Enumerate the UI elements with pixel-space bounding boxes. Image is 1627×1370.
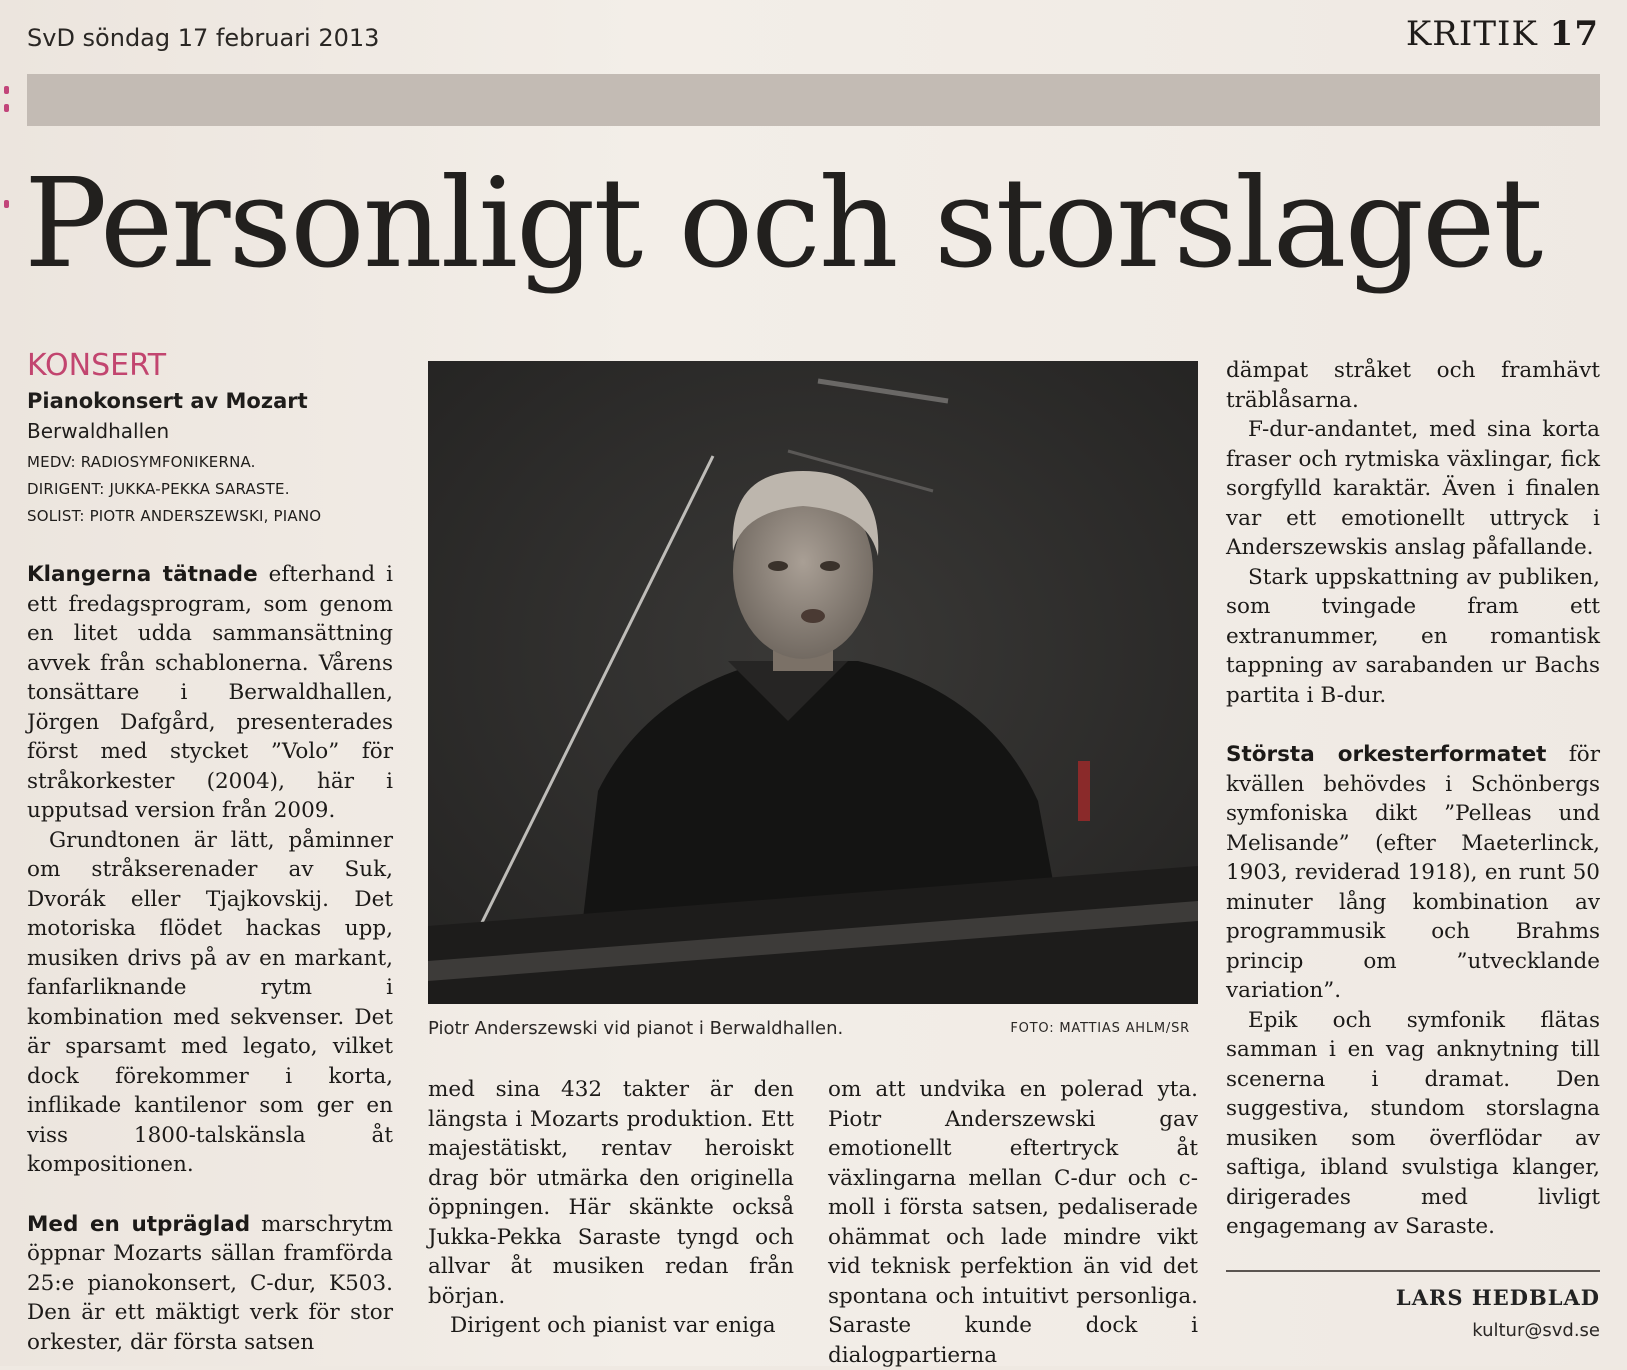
article-column-2 [428,1075,794,1341]
article-column-1 [27,560,393,1357]
paragraph-text: efterhand i ett fredagsprogram, som genom en litet udda sammansättning avvek från schablonerna. Vårens tonsättare i Berwaldhallen, Jörgen Dafgård, presenterades först med stycket ”Volo” för stråkorkester (2004), här i upputsad version från 2009. [27,562,393,823]
paragraph: Epik och symfonik flätas samman i en vag anknytning till scenerna i dramat. Den suggestiva, stundom storslagna musiken som överflödar av saftiga, ibland svulstiga klanger, dirigerades med livligt engagemang av Saraste. [1226,1007,1600,1239]
section-name: KRITIK [1405,14,1538,54]
paragraph: F-dur-andantet, med sina korta fraser och rytmiska växlingar, fick sorgfylld karaktär. Även i finalen var ett emotionellt uttryck i Anderszewskis anslag påfallande. [1226,417,1600,560]
pianist-photo [428,361,1198,1004]
byline-email[interactable]: kultur@svd.se [1472,1320,1600,1341]
edge-mark [4,86,9,94]
page-number: 17 [1549,14,1599,54]
paragraph: med sina 432 takter är den längsta i Mozarts produktion. Ett majestätiskt, rentav heroiskt drag bör utmärka den originella öppningen. Här skänkte också Jukka-Pekka Saraste tyngd och allvar åt musiken redan från början. [428,1077,794,1309]
photo [428,361,1198,1004]
headline: Personligt och storslaget [24,152,1542,296]
paragraph [27,1210,393,1358]
paragraph-text: marschrytm öppnar Mozarts sällan framförda 25:e pianokonsert, C-dur, K503. Den är ett mäktigt verk för stor orkester, där första satsen [27,1211,393,1355]
paragraph: dämpat stråket och framhävt träblåsarna. [1226,358,1600,413]
header-bar [27,74,1600,126]
paragraph-lead: Med en utpräglad [27,1211,251,1237]
dateline: SvD söndag 17 februari 2013 [27,24,380,52]
edge-mark [4,104,9,112]
paragraph-lead: Klangerna tätnade [27,562,258,587]
factbox [27,389,407,534]
paragraph [27,560,393,826]
kicker: KONSERT [27,348,167,383]
photo-credit: FOTO: MATTIAS AHLM/SR [1010,1021,1190,1036]
paragraph: Grundtonen är lätt, påminner om stråkserenader av Suk, Dvorák eller Tjajkovskij. Det motoriska flödet hackas upp, musiken drivs på av en markant, fanfarliknande rytm i kombination med sekvenser. Det är sparsamt med legato, vilket dock förekommer i korta, inflikade kantilenor som ger en viss 1800-talskänsla åt kompositionen. [27,827,393,1177]
paragraph-lead: Största orkesterformatet [1226,742,1547,767]
paragraph: om att undvika en polerad yta. Piotr Anderszewski gav emotionellt eftertryck åt växlingarna mellan C-dur och c-moll i första satsen, pedaliserade ohämmat och lade mindre vikt vid teknisk perfektion än vid det spontana och intuitivt personliga. Saraste kunde dock i dialogpartierna [828,1077,1198,1368]
caption-text: Piotr Anderszewski vid pianot i Berwaldhallen. [428,1018,844,1039]
factbox-title: Pianokonsert av Mozart [27,389,308,413]
paragraph [1226,740,1600,1006]
article-column-4 [1226,356,1600,1242]
photo-caption [428,1018,1198,1039]
section-header [1406,14,1599,54]
byline-rule [1226,1270,1600,1272]
article-column-3 [828,1075,1198,1370]
factbox-line: MEDV: RADIOSYMFONIKERNA. [27,453,256,471]
byline-name: LARS HEDBLAD [1395,1285,1600,1310]
factbox-venue: Berwaldhallen [27,419,170,443]
paragraph-text: för kvällen behövdes i Schönbergs symfoniska dikt ”Pelleas und Melisande” (efter Maeterlinck, 1903, reviderad 1918), en runt 50 minuter lång kombination av programmusik och Brahms princip om ”utvecklande variation”. [1226,742,1600,1003]
edge-mark [4,200,9,208]
paragraph: Stark uppskattning av publiken, som tvingade fram ett extranummer, en romantisk tappning av sarabanden ur Bachs partita i B-dur. [1226,564,1600,708]
factbox-line: DIRIGENT: JUKKA-PEKKA SARASTE. [27,480,290,498]
factbox-line: SOLIST: PIOTR ANDERSZEWSKI, PIANO [27,507,322,525]
paragraph: Dirigent och pianist var eniga [450,1313,776,1338]
spacer [1226,710,1600,740]
spacer [27,1180,393,1210]
